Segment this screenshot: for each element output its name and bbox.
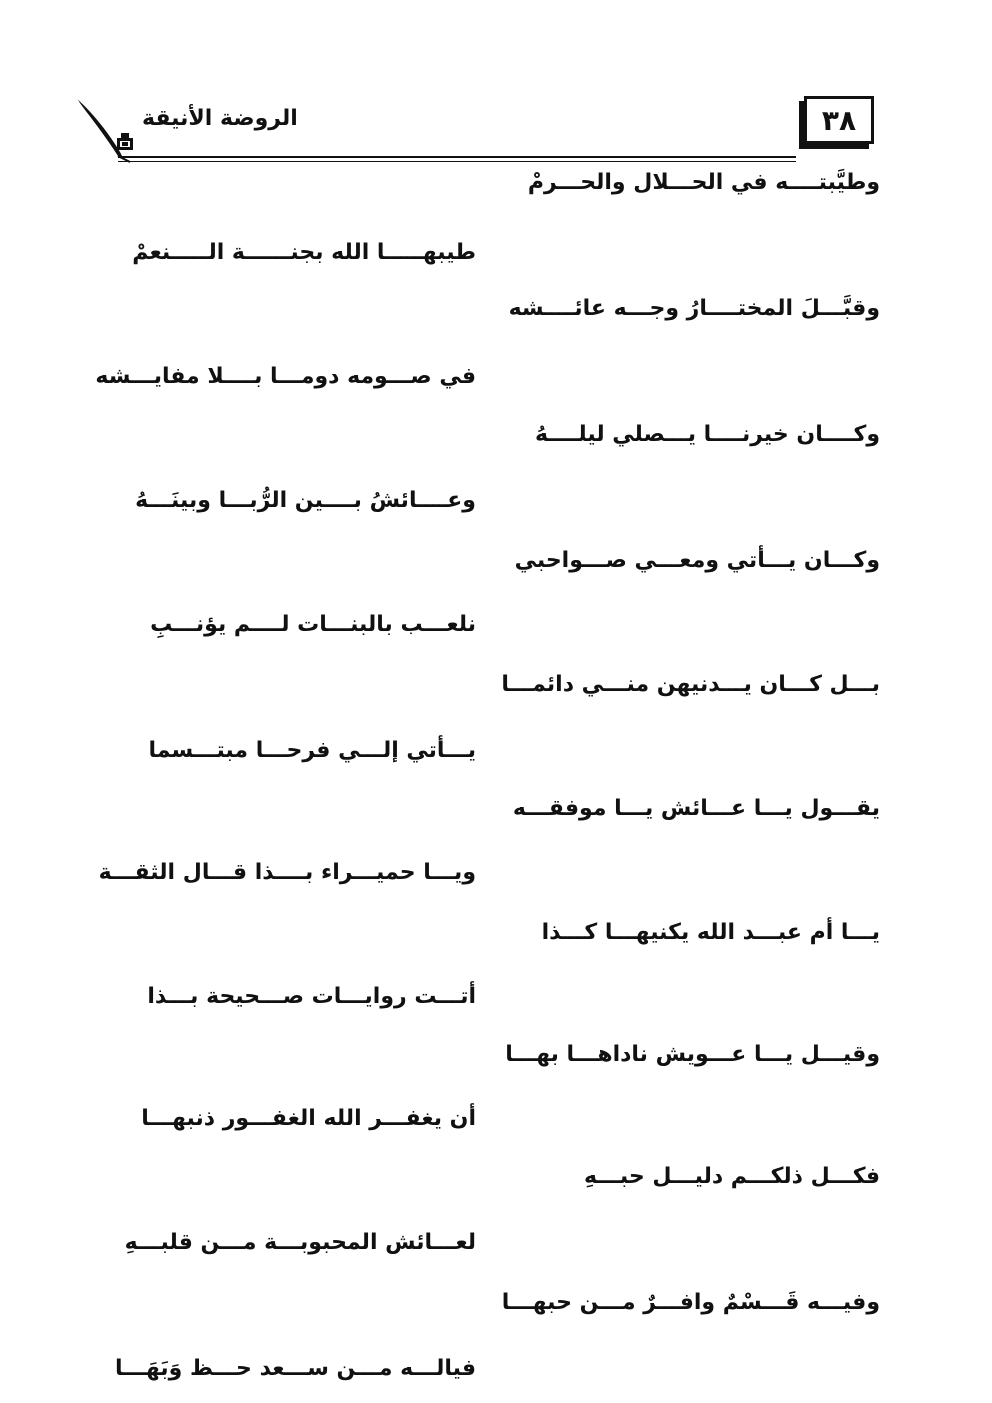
book-title: الروضة الأنيقة — [142, 106, 298, 131]
verse-line: لعـــائش المحبوبـــة مـــن قلبـــهِ — [124, 1230, 476, 1255]
verse-line: وفيـــه قَـــسْمٌ وافـــرٌ مـــن حبهـــا — [501, 1290, 880, 1315]
verse-line: وقيـــل يـــا عـــويش ناداهـــا بهـــا — [505, 1042, 880, 1067]
verse-line: يـــأتي إلـــي فرحـــا مبتـــسما — [148, 738, 476, 763]
verse-line: يقـــول يـــا عـــائش يـــا موفقـــه — [512, 796, 880, 821]
verse-line: فكـــل ذلكـــم دليـــل حبـــهِ — [584, 1164, 880, 1189]
verse-line: نلعـــب بالبنـــات لــــم يؤنـــبِ — [150, 612, 476, 637]
page-header — [70, 88, 882, 168]
verse-line: بـــل كـــان يـــدنيهن منـــي دائمـــا — [501, 672, 880, 697]
quill-pen-icon — [74, 94, 134, 164]
verse-line: وقبَّـــلَ المختــــارُ وجـــه عائــــشه — [508, 296, 880, 321]
verse-line: وكـــان يـــأتي ومعـــي صـــواحبي — [514, 548, 880, 573]
verse-line: ويـــا حميـــراء بــــذا قـــال الثقـــة — [98, 860, 476, 885]
verse-line: وعــــائشُ بــــين الرُّبـــا وبينَـــهُ — [135, 488, 476, 513]
verse-line: وطيَّبتــــه في الحـــلال والحـــرمْ — [527, 170, 880, 195]
verse-line: يـــا أم عبـــد الله يكنيهـــا كـــذا — [541, 920, 880, 945]
verse-line: أتـــت روايـــات صـــحيحة بـــذا — [147, 984, 476, 1009]
header-rule — [118, 156, 796, 158]
verse-line: في صـــومه دومـــا بــــلا مفايـــشه — [95, 364, 476, 389]
header-rule-thin — [118, 161, 796, 162]
verse-line: وكــــان خيرنــــا يـــصلي ليلــــهُ — [534, 422, 880, 447]
verse-line: فيالـــه مـــن ســـعد حـــظ وَبَهَـــا — [115, 1356, 476, 1381]
page-number: ٣٨ — [804, 96, 874, 144]
verse-line: طيبهـــــا الله بجنــــــة الـــــنعمْ — [132, 240, 476, 265]
verse-line: أن يغفـــر الله الغفـــور ذنبهـــا — [141, 1106, 476, 1131]
